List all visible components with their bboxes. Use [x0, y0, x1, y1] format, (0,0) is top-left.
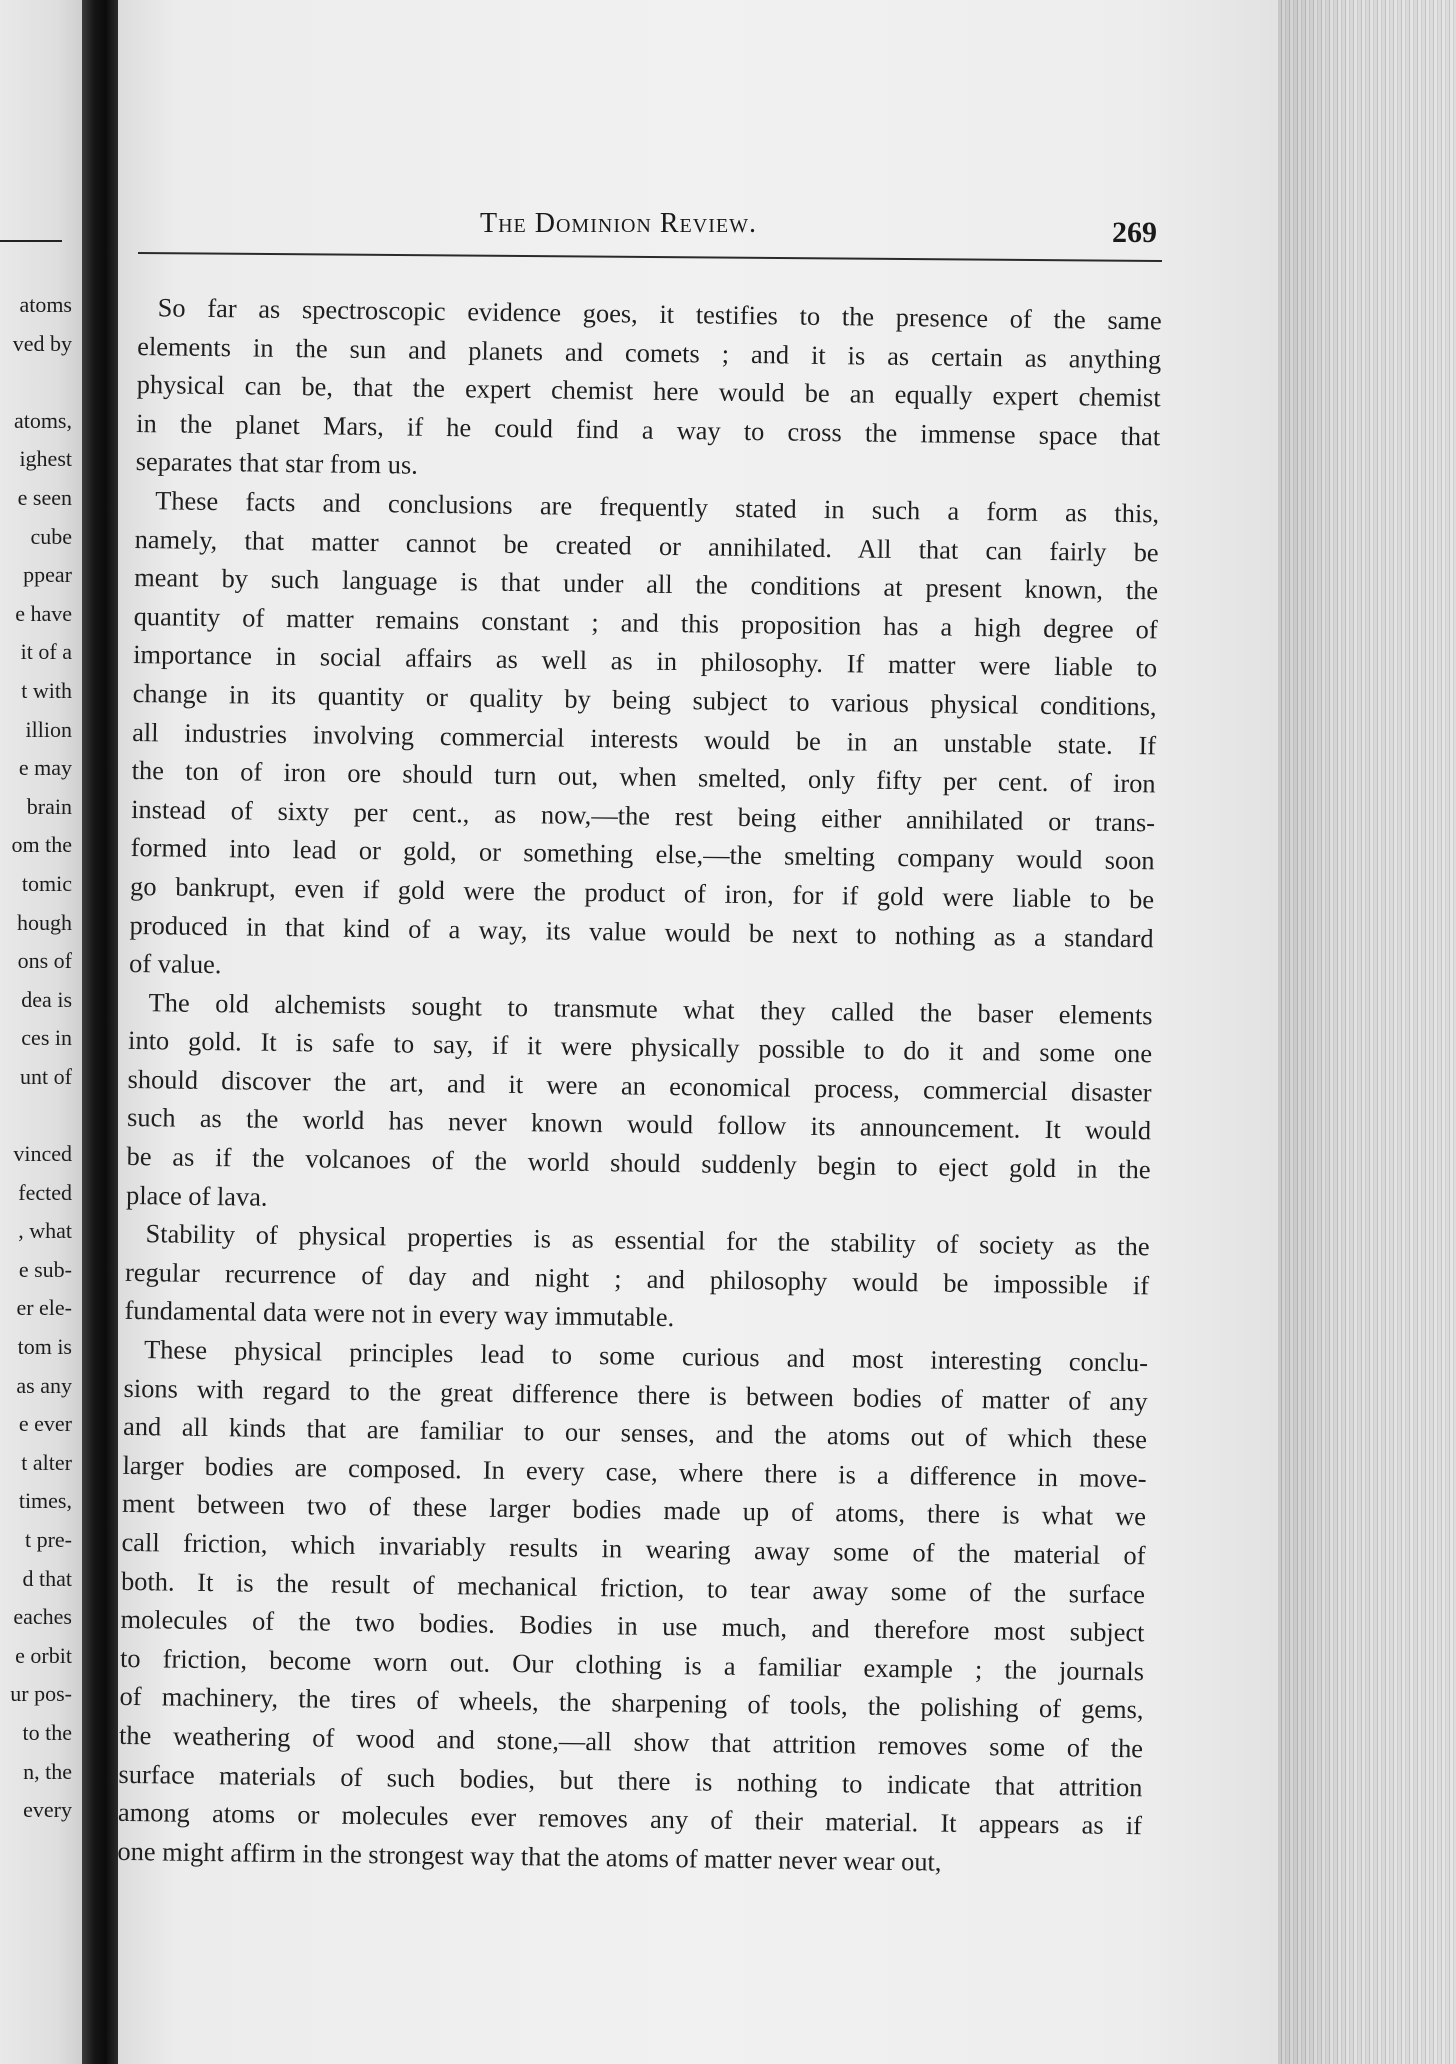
facing-page-text-fragments [10, 286, 72, 1830]
facing-page-fragment: er ele- [16, 1295, 72, 1321]
text-line: place of lava. [125, 1179, 268, 1212]
facing-page-fragment: ighest [19, 446, 72, 472]
text-line: Stability of physical properties is as essential for the stability of society as the [145, 1218, 1150, 1262]
facing-page-fragment: atoms, [13, 407, 72, 433]
text-line: importance in social affairs as well as in philosophy. If matter were liable to [133, 639, 1158, 683]
facing-page-fragment [10, 363, 72, 402]
facing-page-fragment: om the [11, 832, 72, 858]
text-line: fundamental data were not in every way immutable. [124, 1295, 675, 1333]
page-edges-shade [1278, 0, 1456, 2064]
text-line: formed into lead or gold, or something else,—the smelting company would soon [130, 832, 1155, 876]
facing-page-fragment: fected [18, 1179, 72, 1205]
facing-page-fragment: ons of [17, 948, 72, 974]
text-line: So far as spectroscopic evidence goes, it testifies to the presence of the same [157, 292, 1162, 336]
facing-page-fragment: ces in [21, 1025, 72, 1051]
facing-page-fragment: tomic [21, 870, 72, 896]
facing-page-fragment: it of a [20, 639, 72, 665]
facing-page-fragment: , what [18, 1218, 72, 1244]
facing-page-fragment: t alter [21, 1449, 72, 1475]
text-line: of value. [128, 948, 222, 980]
text-line: such as the world has never known would follow its announcement. It would [126, 1102, 1152, 1146]
text-line: go bankrupt, even if gold were the product of iron, for if gold were liable to be [129, 870, 1155, 915]
text-line: These facts and conclusions are frequently stated in such a form as this, [155, 485, 1160, 529]
facing-page-fragment: vinced [13, 1141, 72, 1167]
facing-page-fragment: tom is [17, 1334, 72, 1360]
text-line: one might affirm in the strongest way that the atoms of matter never wear out, [117, 1835, 942, 1877]
facing-page-fragment: illion [25, 716, 72, 742]
facing-page-fragment: as any [16, 1372, 72, 1398]
paragraph [129, 481, 1159, 996]
text-line: These physical principles lead to some curious and most interesting conclu- [143, 1334, 1149, 1378]
text-line: larger bodies are composed. In every case, where there is a difference in move- [122, 1449, 1147, 1494]
facing-page-fragment: cube [30, 523, 72, 549]
text-line: in the planet Mars, if he could find a way to cross the immense space that [136, 407, 1161, 452]
paragraph [126, 983, 1153, 1228]
running-header-article: The [480, 208, 527, 239]
text-line: of machinery, the tires of wheels, the sharpening of tools, the polishing of gems, [119, 1681, 1144, 1725]
paragraph [124, 1214, 1149, 1343]
text-line: ment between two of these larger bodies made up of atoms, there is what we [121, 1488, 1147, 1532]
text-line: should discover the art, and it were an economical process, commercial disaster [127, 1063, 1152, 1108]
facing-page-fragment: t pre- [24, 1527, 72, 1552]
facing-page-fragment: e seen [17, 484, 72, 510]
text-line: meant by such language is that under all the conditions at present known, the [134, 562, 1159, 606]
facing-page-fragment: unt of [20, 1063, 72, 1089]
text-line: be as if the volcanoes of the world should suddenly begin to eject gold in the [126, 1140, 1151, 1185]
text-line: produced in that kind of a way, its value would be next to nothing as a standard [129, 909, 1154, 953]
text-line: all industries involving commercial interests would be in an unstable state. If [131, 716, 1157, 760]
facing-page-fragment: times, [18, 1488, 72, 1514]
text-line: change in its quantity or quality by being subject to various physical conditions, [132, 677, 1157, 722]
text-line: both. It is the result of mechanical friction, to tear away some of the surface [120, 1565, 1146, 1609]
text-line: and all kinds that are familiar to our senses, and the atoms out of which these [122, 1411, 1148, 1455]
facing-page-fragment: n, the [23, 1758, 72, 1784]
text-line: elements in the sun and planets and comets ; and it is as certain as anything [137, 330, 1162, 374]
facing-page-fragment: t with [21, 677, 72, 703]
text-line: the ton of iron ore should turn out, when smelted, only fifty per cent. of iron [131, 755, 1156, 799]
paragraph [117, 1330, 1148, 1884]
page-number: 269 [1112, 216, 1157, 249]
facing-page-fragment: ur pos- [10, 1681, 72, 1707]
text-line: among atoms or molecules ever removes any of their material. It appears as if [117, 1797, 1143, 1841]
facing-page-header-rule [0, 240, 62, 242]
running-header [480, 208, 757, 240]
facing-page-fragment: ppear [23, 562, 72, 588]
text-line: namely, that matter cannot be created or annihilated. All that can fairly be [134, 523, 1159, 567]
facing-page-fragment: atoms [19, 292, 72, 317]
facing-page-fragment: brain [26, 793, 72, 819]
facing-page-fragment: hough [17, 909, 72, 935]
facing-page-fragment: to the [22, 1719, 72, 1745]
facing-page-fragment: dea is [21, 986, 72, 1012]
text-line: regular recurrence of day and night ; and philosophy would be impossible if [124, 1256, 1150, 1301]
text-line: molecules of the two bodies. Bodies in use much, and therefore most subject [120, 1604, 1145, 1648]
facing-page-fragment: e may [18, 755, 72, 781]
facing-page-fragment: every [23, 1797, 72, 1823]
text-line: instead of sixty per cent., as now,—the rest being either annihilated or trans- [130, 793, 1156, 838]
body-text [117, 288, 1162, 1884]
text-line: separates that star from us. [135, 446, 419, 481]
text-line: the weathering of wood and stone,—all show that attrition removes some of the [118, 1719, 1144, 1764]
text-line: call friction, which invariably results in wearing away some of the material of [121, 1526, 1146, 1571]
paragraph [135, 288, 1161, 494]
facing-page-fragment: e orbit [15, 1642, 72, 1668]
text-line: to friction, become worn out. Our clothing is a familiar example ; the journals [119, 1642, 1145, 1687]
text-line: sions with regard to the great difference there is between bodies of matter of any [123, 1372, 1148, 1416]
facing-page-fragment: eaches [13, 1604, 72, 1630]
text-line: physical can be, that the expert chemist here would be an equally expert chemist [136, 369, 1161, 413]
facing-page-fragment: e sub- [18, 1256, 72, 1282]
text-line: surface materials of such bodies, but there is nothing to indicate that attrition [118, 1758, 1143, 1802]
facing-page-left [0, 0, 82, 2064]
text-line: into gold. It is safe to say, if it were physically possible to do it and some one [127, 1025, 1153, 1069]
running-header-title: Dominion Review. [534, 208, 757, 239]
facing-page-fragment: e ever [18, 1411, 72, 1437]
facing-page-fragment: d that [22, 1565, 72, 1591]
facing-page-fragment: e have [15, 600, 72, 626]
facing-page-fragment: ved by [12, 330, 72, 356]
text-line: The old alchemists sought to transmute what they called the baser elements [148, 986, 1153, 1031]
text-line: quantity of matter remains constant ; and this proposition has a high degree of [133, 600, 1158, 645]
book-gutter [82, 0, 118, 2064]
facing-page-fragment [10, 1096, 72, 1135]
